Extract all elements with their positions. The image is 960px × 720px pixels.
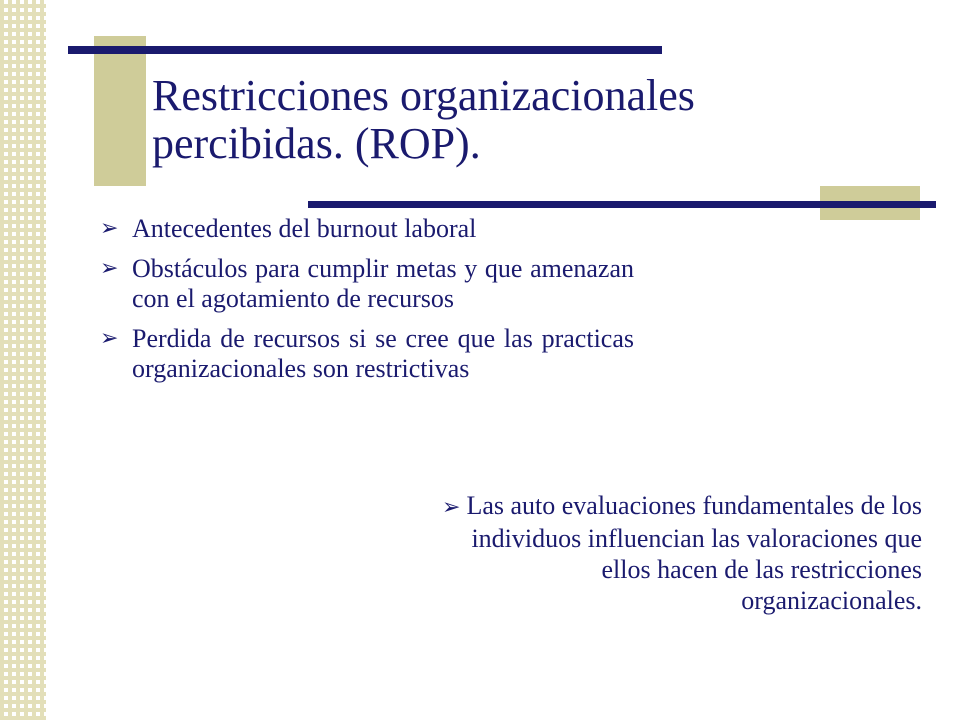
middle-rule [308, 201, 936, 208]
left-stripe-pattern [0, 0, 46, 720]
arrow-right-icon: ➢ [100, 216, 119, 241]
bullet-list [100, 214, 634, 394]
bullet-text: Obstáculos para cumplir metas y que amenazan con el agotamiento de recursos [132, 254, 634, 313]
list-item [100, 214, 634, 244]
bullet-text: Perdida de recursos si se cree que las practicas organizacionales son restrictivas [132, 324, 634, 383]
list-item [100, 254, 634, 314]
note-block [432, 490, 922, 616]
bullet-text: Antecedentes del burnout laboral [132, 214, 477, 243]
arrow-right-icon: ➢ [100, 256, 119, 281]
title-line-2: percibidas. (ROP). [152, 119, 481, 168]
arrow-right-icon: ➢ [100, 326, 119, 351]
title-accent-block [94, 36, 146, 186]
slide-title [152, 72, 852, 168]
note-text: Las auto evaluaciones fundamentales de los individuos influencian las valoraciones que ellos hacen de las restricciones organizacionales. [466, 491, 922, 615]
top-rule [68, 46, 662, 54]
title-line-1: Restricciones organizacionales [152, 71, 695, 120]
arrow-right-icon: ➢ [442, 495, 461, 520]
list-item [100, 324, 634, 384]
